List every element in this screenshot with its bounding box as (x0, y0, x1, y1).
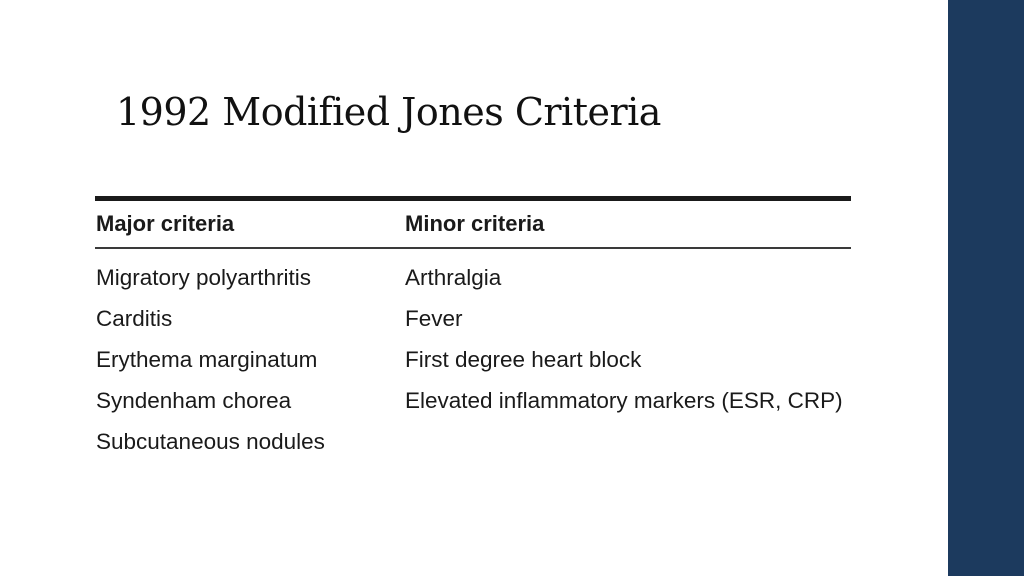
table-row (95, 381, 851, 422)
minor-criterion: Arthralgia (405, 265, 502, 290)
table-row (95, 422, 851, 463)
minor-criterion: Elevated inflammatory markers (ESR, CRP) (405, 388, 843, 413)
major-criterion: Subcutaneous nodules (96, 429, 325, 454)
major-criterion: Migratory polyarthritis (96, 265, 312, 290)
header-minor-criteria: Minor criteria (405, 211, 545, 236)
header-major-criteria: Major criteria (96, 211, 235, 236)
slide-title: 1992 Modified Jones Criteria (116, 90, 661, 134)
major-criterion: Syndenham chorea (96, 388, 292, 413)
table-body (95, 249, 851, 463)
criteria-table (95, 196, 851, 463)
table-header-row (95, 201, 851, 247)
major-criterion: Carditis (96, 306, 173, 331)
table-row (95, 340, 851, 381)
major-criterion: Erythema marginatum (96, 347, 318, 372)
table-row (95, 258, 851, 299)
table-row (95, 299, 851, 340)
minor-criterion: Fever (405, 306, 463, 331)
side-accent-band (948, 0, 1024, 576)
minor-criterion: First degree heart block (405, 347, 642, 372)
